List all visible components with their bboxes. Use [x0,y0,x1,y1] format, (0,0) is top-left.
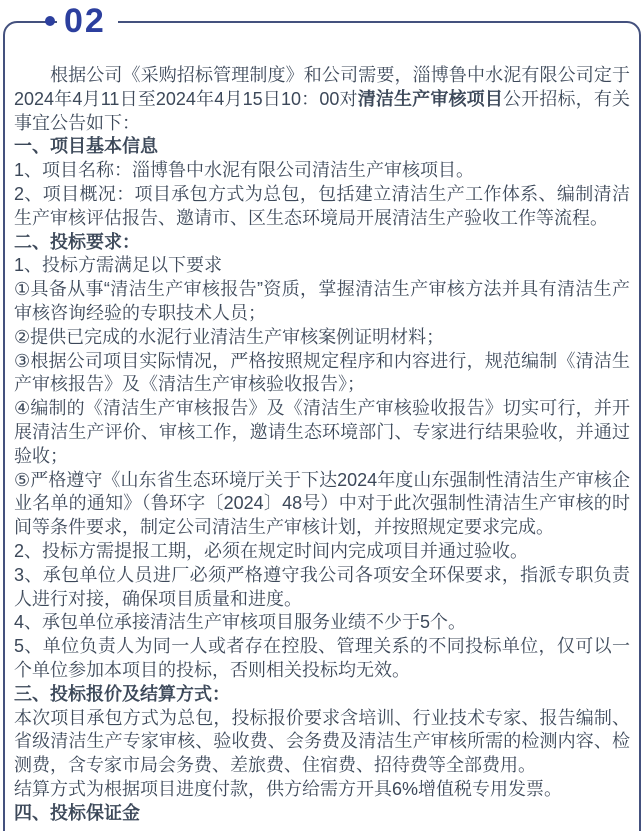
announcement-body [3,21,641,826]
project-name-highlight: 清洁生产审核项目 [357,88,504,109]
paragraph-quotation-scope: 本次项目承包方式为总包，投标报价要求含培训、行业技术专家、报告编制、省级清洁生产专家审核、验收费、会务费及清洁生产审核所需的检测内容、检测费，含专家市局会务费、差旅费、住宿费、招待费等全部费用。 [14,707,630,776]
intro-text-post: 公开招标，有关事宜公告如下： [14,88,631,133]
intro-paragraph [14,64,630,135]
paragraph-project-name: 1、项目名称：淄博鲁中水泥有限公司清洁生产审核项目。 [14,160,475,181]
paragraph-requirement-1-2: ②提供已完成的水泥行业清洁生产审核案例证明材料； [14,326,445,347]
paragraph-requirement-1-4: ④编制的《清洁生产审核报告》及《清洁生产审核验收报告》切实可行，并开展清洁生产评价、审核工作，邀请生态环境部门、专家进行结果验收，并通过验收； [14,398,630,466]
paragraph-requirement-1-3: ③根据公司项目实际情况，严格按照规定程序和内容进行，规范编制《清洁生产审核报告》及《清洁生产审核验收报告》； [14,350,630,395]
paragraph-requirement-1-1: ①具备从事“清洁生产审核报告”资质，掌握清洁生产审核方法并具有清洁生产审核咨询经验的专职技术人员； [14,279,630,323]
paragraph-project-overview: 2、项目概况：项目承包方式为总包，包括建立清洁生产工作体系、编制清洁生产审核评估报告、邀请市、区生态环境局开展清洁生产验收工作等流程。 [14,183,630,228]
heading-quotation-settlement: 三、投标报价及结算方式： [14,683,230,704]
paragraph-requirement-2: 2、投标方需提报工期，必须在规定时间内完成项目并通过验收。 [14,540,529,561]
paragraph-requirement-5: 5、单位负责人为同一人或者存在控股、管理关系的不同投标单位，仅可以一个单位参加本项目的投标，否则相关投标均无效。 [14,636,630,680]
paragraph-requirement-1: 1、投标方需满足以下要求 [14,255,223,276]
heading-bid-deposit: 四、投标保证金 [14,802,140,823]
section-marker-dot [45,16,55,26]
paragraph-requirement-3: 3、承包单位人员进厂必须严格遵守我公司各项安全环保要求，指派专职负责人进行对接，确保项目质量和进度。 [14,564,630,609]
heading-project-info: 一、项目基本信息 [14,136,158,157]
paragraph-requirement-4: 4、承包单位承接清洁生产审核项目服务业绩不少于5个。 [14,612,467,633]
paragraph-settlement-method: 结算方式为根据项目进度付款，供方给需方开具6%增值税专用发票。 [14,778,563,799]
heading-bid-requirements: 二、投标要求： [14,231,140,252]
section-number: 02 [57,0,118,42]
paragraph-requirement-1-5: ⑤严格遵守《山东省生态环境厅关于下达2024年度山东强制性清洁生产审核企业名单的通知》（鲁环字〔2024〕48号）中对于此次强制性清洁生产审核的时间等条件要求，制定公司清洁生产审核计划，并按照规定要求完成。 [14,469,630,538]
intro-text-pre: 根据公司《采购招标管理制度》和公司需要，淄博鲁中水泥有限公司定于2024年4月11日至2024年4月15日10：00对 [14,65,630,109]
